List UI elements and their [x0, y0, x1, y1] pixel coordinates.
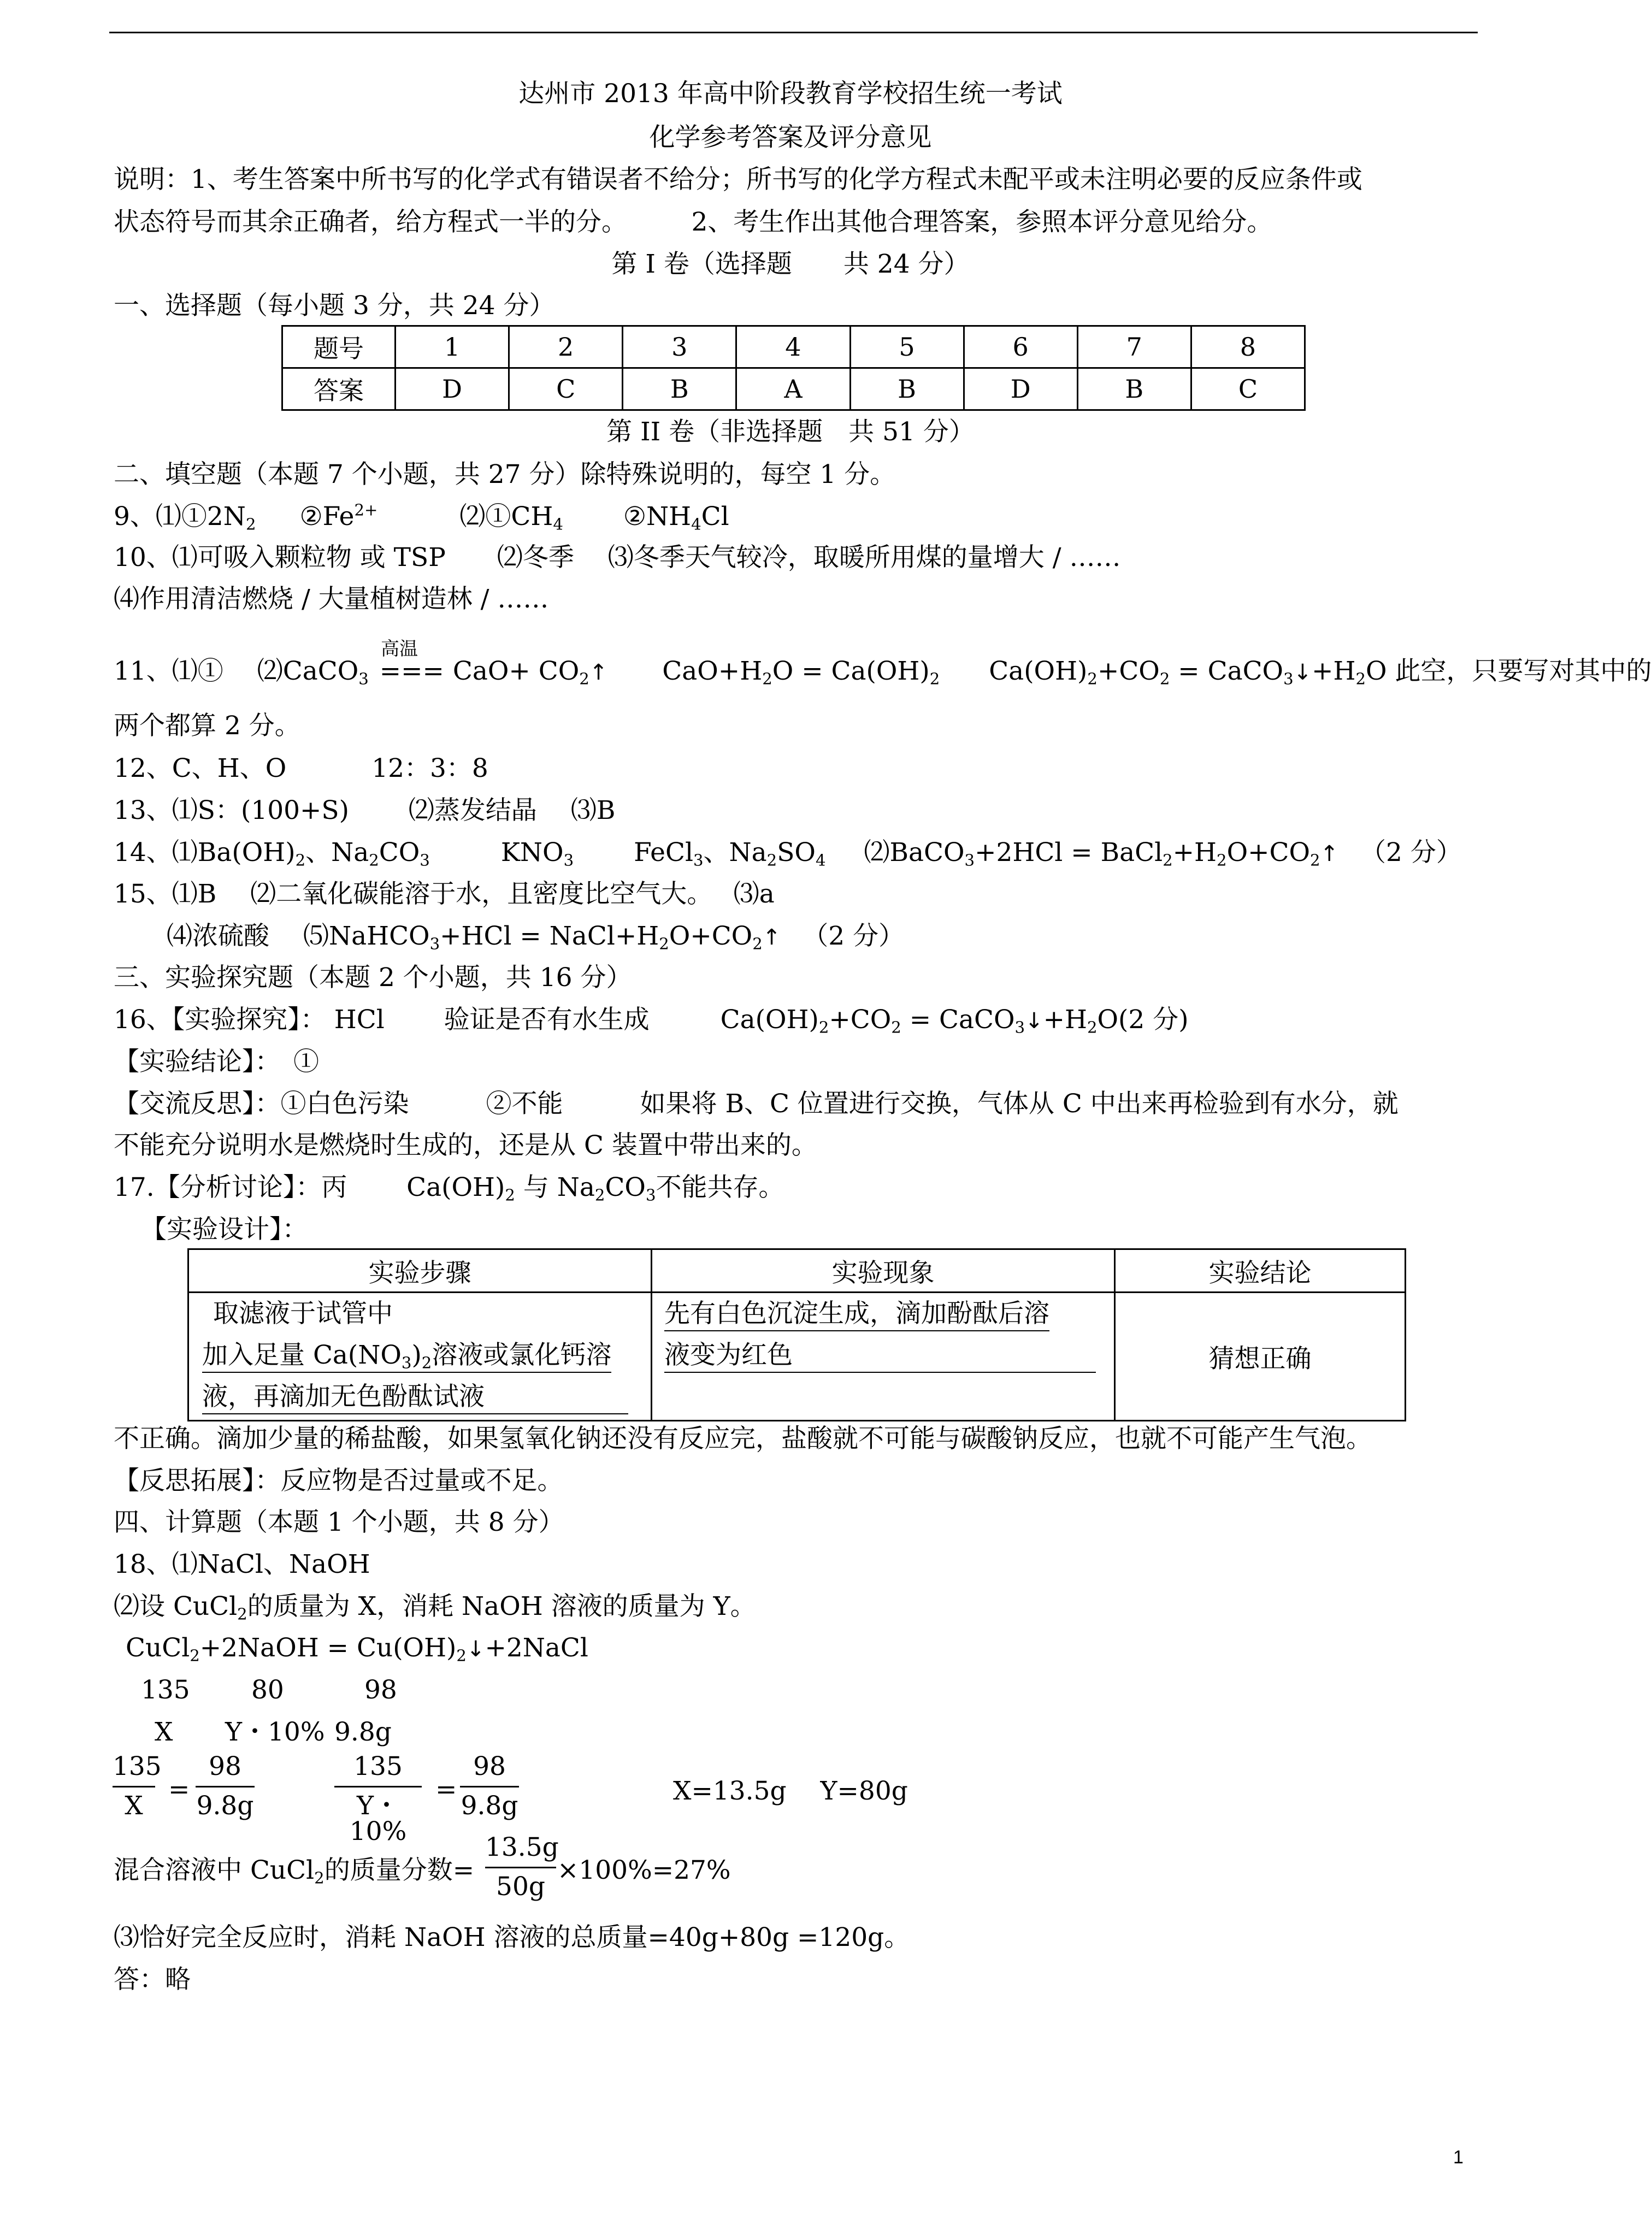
q18-part2: ⑵设 CuCl$_2$的质量为 X，消耗 NaOH 溶液的质量为 Y。 [114, 1591, 756, 1624]
part1-title: 第 I 卷（选择题 共 24 分） [611, 249, 970, 279]
equals-sign: = [168, 1774, 190, 1804]
table-header: 实验步骤 [188, 1249, 652, 1293]
top-rule [109, 32, 1478, 33]
molar-mass: 80 [251, 1675, 284, 1705]
intro-line-2: 状态符号而其余正确者，给方程式一半的分。 2、考生作出其他合理答案，参照本评分意见给分。 [114, 207, 1273, 237]
q9: 9、$⑴①2N_2$ $②Fe^{2+}$ $⑵①CH_4$ $②NH_4Cl$ [114, 500, 729, 534]
experiment-table [187, 1248, 1406, 1421]
answer-cell: B [1077, 368, 1191, 410]
question-number: 5 [850, 326, 964, 368]
q18-answer: 答：略 [114, 1964, 191, 1995]
experiment-conclusion-cell: 猜想正确 [1115, 1293, 1406, 1421]
precipitate-arrow-icon: ↓ [1293, 660, 1312, 685]
q17-expand: 【反思拓展】：反应物是否过量或不足。 [114, 1466, 563, 1496]
row-label: 题号 [282, 326, 396, 368]
q17-design: 【实验设计】： [141, 1214, 308, 1244]
gas-arrow-icon: ↑ [589, 660, 608, 685]
fraction: 135 Y・10% [334, 1754, 422, 1844]
doc-subtitle: 化学参考答案及评分意见 [649, 122, 932, 152]
section1-heading: 一、选择题（每小题 3 分，共 24 分） [114, 291, 555, 321]
q16-conclusion: 【实验结论】： ① [114, 1047, 319, 1077]
fraction: 98 9.8g [461, 1751, 518, 1821]
answer-cell: C [1191, 368, 1305, 410]
q18-part1: 18、⑴NaCl、NaOH [114, 1549, 370, 1579]
part2-title: 第 II 卷（非选择题 共 51 分） [606, 417, 975, 447]
answer-cell: B [623, 368, 736, 410]
molar-mass: 98 [364, 1675, 397, 1705]
answer-table-answer-row [282, 368, 1305, 410]
mass-fraction-label: 混合溶液中 CuCl$_2$的质量分数= [114, 1855, 475, 1887]
q12: 12、C、H、O 12：3：8 [114, 753, 488, 783]
table-header: 实验结论 [1115, 1249, 1406, 1293]
fraction: 13.5g 50g [485, 1832, 559, 1902]
fraction: 98 9.8g [196, 1751, 254, 1821]
answer-cell: B [850, 368, 964, 410]
section3-heading: 三、实验探究题（本题 2 个小题，共 16 分） [114, 963, 632, 993]
unknown-quantity: X [155, 1717, 173, 1747]
q17-incorrect: 不正确。滴加少量的稀盐酸，如果氢氧化钠还没有反应完，盐酸就不可能与碳酸钠反应，也就不可能产生气泡。 [114, 1424, 1372, 1454]
page-number: 1 [1453, 2147, 1464, 2168]
answer-cell: C [509, 368, 623, 410]
table-header: 实验现象 [652, 1249, 1115, 1293]
answer-cell: D [396, 368, 509, 410]
answer-cell: A [736, 368, 850, 410]
experiment-steps-cell: 取滤液于试管中 加入足量 $Ca(NO_3)_2$溶液或氯化钙溶 液，再滴加无色酚酞试液 [188, 1293, 652, 1421]
q11-line-2: 两个都算 2 分。 [114, 711, 300, 741]
answer-table-number-row [282, 326, 1305, 368]
q10-line-1: 10、⑴可吸入颗粒物 或 TSP ⑵冬季 ⑶冬季天气较冷，取暖所用煤的量增大 / …… [114, 542, 1121, 573]
question-number: 4 [736, 326, 850, 368]
molar-mass: 135 [141, 1675, 190, 1705]
question-number: 2 [509, 326, 623, 368]
q16-reflection-1: 【交流反思】：①白色污染 ②不能 如果将 B、C 位置进行交换，气体从 C 中出来再检验到有水分，就 [114, 1089, 1399, 1119]
section4-heading: 四、计算题（本题 1 个小题，共 8 分） [114, 1507, 564, 1537]
q10-line-2: ⑷作用清洁燃烧 / 大量植树造林 / …… [114, 584, 549, 614]
q17-head: 17.【分析讨论】：丙 $Ca(OH)_2$ 与 $Na_2CO_3$不能共存。 [114, 1172, 784, 1205]
answer-table [281, 325, 1306, 411]
q13: 13、⑴S：(100+S) ⑵蒸发结晶 ⑶B [114, 795, 616, 825]
q18-equation: CuCl$_2$+2NaOH = $Cu(OH)_2↓+2NaCl$ [126, 1633, 588, 1665]
q11-line-1: 11、⑴① ⑵CaCO$_3$ === $CaO+ CO_2↑$ $CaO+H_2O = Ca(OH)_2$ $Ca(OH)_2+CO_2$ = $CaCO_3↓+H_2O$ 此空，只要写对其中的 [114, 656, 1652, 688]
fraction: 135 X [113, 1751, 162, 1821]
unknown-quantity: 9.8g [334, 1717, 392, 1747]
q16-reflection-2: 不能充分说明水是燃烧时生成的，还是从 C 装置中带出来的。 [114, 1130, 817, 1160]
table-row [188, 1293, 1406, 1421]
q18-part3: ⑶恰好完全反应时，消耗 NaOH 溶液的总质量=40g+80g =120g。 [114, 1922, 910, 1952]
q14: 14、$⑴Ba(OH)_2$、$Na_2CO_3$ $KNO_3$ FeCl$_3$、$Na_2SO_4$ ⑵BaCO$_3$+2HCl = $BaCl_2+H_2O+CO_2↑$ （2 分） [114, 837, 1462, 870]
q15-line-2: ⑷浓硫酸 ⑸NaHCO$_3$+HCl = $NaCl+H_2O+CO_2↑$ （2 分） [167, 921, 905, 953]
equals-sign: = [435, 1774, 457, 1804]
question-number: 6 [964, 326, 1077, 368]
mass-fraction-result: ×100%=27% [557, 1855, 731, 1885]
q15-line-1: 15、⑴B ⑵二氧化碳能溶于水，且密度比空气大。 ⑶a [114, 879, 775, 909]
question-number: 8 [1191, 326, 1305, 368]
q18-result: X=13.5g Y=80g [673, 1776, 908, 1806]
precipitate-arrow-icon: ↓ [1025, 1008, 1043, 1034]
answer-cell: D [964, 368, 1077, 410]
question-number: 1 [396, 326, 509, 368]
unknown-quantity: Y・10% [225, 1717, 325, 1747]
precipitate-arrow-icon: ↓ [466, 1637, 485, 1662]
doc-title: 达州市 2013 年高中阶段教育学校招生统一考试 [518, 79, 1063, 109]
gas-arrow-icon: ↑ [1320, 841, 1339, 866]
q16-line-1: 16、【实验探究】： HCl 验证是否有水生成 $Ca(OH)_2+CO_2$ = $CaCO_3↓+H_2O(2$ 分) [114, 1005, 1189, 1037]
row-label: 答案 [282, 368, 396, 410]
section2-heading: 二、填空题（本题 7 个小题，共 27 分）除特殊说明的，每空 1 分。 [114, 459, 896, 489]
experiment-phenomenon-cell: 先有白色沉淀生成，滴加酚酞后溶 液变为红色 [652, 1293, 1115, 1421]
reaction-condition: 高温 [381, 638, 418, 660]
intro-line-1: 说明：1、考生答案中所书写的化学式有错误者不给分；所书写的化学方程式未配平或未注明必要的反应条件或 [114, 164, 1362, 194]
question-number: 3 [623, 326, 736, 368]
gas-arrow-icon: ↑ [762, 925, 781, 950]
question-number: 7 [1077, 326, 1191, 368]
